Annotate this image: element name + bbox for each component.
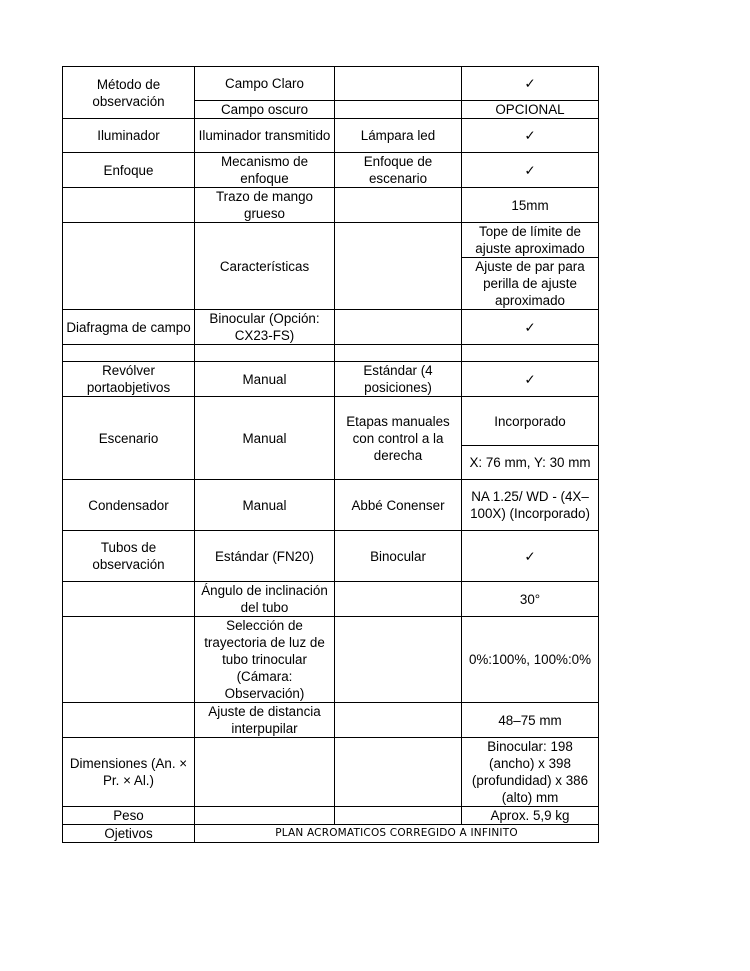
item-trazo: Trazo de mango grueso bbox=[195, 188, 335, 223]
label-revolver: Revólver portaobjetivos bbox=[63, 362, 195, 397]
label-dimensiones: Dimensiones (An. × Pr. × Al.) bbox=[63, 738, 195, 807]
value-empty bbox=[462, 345, 599, 362]
detail-revolver: Estándar (4 posiciones) bbox=[335, 362, 462, 397]
label-enfoque: Enfoque bbox=[63, 153, 195, 188]
label-diafragma: Diafragma de campo bbox=[63, 310, 195, 345]
item-campo-claro: Campo Claro bbox=[195, 67, 335, 101]
item-empty bbox=[195, 738, 335, 807]
label-empty bbox=[63, 617, 195, 703]
detail-condensador: Abbé Conenser bbox=[335, 480, 462, 531]
label-escenario: Escenario bbox=[63, 397, 195, 480]
label-empty bbox=[63, 582, 195, 617]
value-xy: X: 76 mm, Y: 30 mm bbox=[462, 446, 599, 480]
value-incorporado: Incorporado bbox=[462, 397, 599, 446]
item-diafragma: Binocular (Opción: CX23-FS) bbox=[195, 310, 335, 345]
value-check: ✓ bbox=[462, 119, 599, 153]
detail-empty bbox=[335, 310, 462, 345]
label-metodo: Método de observación bbox=[63, 67, 195, 119]
value-opcional: OPCIONAL bbox=[462, 101, 599, 119]
detail-empty bbox=[335, 582, 462, 617]
detail-escenario: Etapas manuales con control a la derecha bbox=[335, 397, 462, 480]
label-peso: Peso bbox=[63, 807, 195, 825]
item-empty bbox=[195, 807, 335, 825]
detail-empty bbox=[335, 703, 462, 738]
item-seleccion: Selección de trayectoria de luz de tubo trinocular (Cámara: Observación) bbox=[195, 617, 335, 703]
specifications-table bbox=[62, 66, 599, 843]
item-empty bbox=[195, 345, 335, 362]
value-tope: Tope de límite de ajuste aproximado bbox=[462, 223, 599, 258]
item-campo-oscuro: Campo oscuro bbox=[195, 101, 335, 119]
detail-tubos: Binocular bbox=[335, 531, 462, 582]
value-dimensiones: Binocular: 198 (ancho) x 398 (profundidad) x 386 (alto) mm bbox=[462, 738, 599, 807]
label-tubos: Tubos de observación bbox=[63, 531, 195, 582]
value-peso: Aprox. 5,9 kg bbox=[462, 807, 599, 825]
value-check: ✓ bbox=[462, 67, 599, 101]
detail-empty bbox=[335, 807, 462, 825]
value-objetivos: PLAN ACROMATICOS CORREGIDO A INFINITO bbox=[195, 825, 599, 843]
value-seleccion: 0%:100%, 100%:0% bbox=[462, 617, 599, 703]
value-check: ✓ bbox=[462, 362, 599, 397]
label-empty bbox=[63, 345, 195, 362]
value-angulo: 30° bbox=[462, 582, 599, 617]
item-angulo: Ángulo de inclinación del tubo bbox=[195, 582, 335, 617]
item-escenario: Manual bbox=[195, 397, 335, 480]
detail-enfoque: Enfoque de escenario bbox=[335, 153, 462, 188]
label-empty bbox=[63, 188, 195, 223]
label-iluminador: Iluminador bbox=[63, 119, 195, 153]
value-check: ✓ bbox=[462, 153, 599, 188]
item-condensador: Manual bbox=[195, 480, 335, 531]
item-enfoque: Mecanismo de enfoque bbox=[195, 153, 335, 188]
detail-empty bbox=[335, 738, 462, 807]
value-ajuste-par: Ajuste de par para perilla de ajuste aproximado bbox=[462, 258, 599, 310]
detail-empty bbox=[335, 188, 462, 223]
label-condensador: Condensador bbox=[63, 480, 195, 531]
item-tubos: Estándar (FN20) bbox=[195, 531, 335, 582]
label-empty bbox=[63, 703, 195, 738]
item-revolver: Manual bbox=[195, 362, 335, 397]
label-empty bbox=[63, 223, 195, 310]
value-check: ✓ bbox=[462, 310, 599, 345]
item-iluminador: Iluminador transmitido bbox=[195, 119, 335, 153]
detail-empty bbox=[335, 345, 462, 362]
detail-empty bbox=[335, 223, 462, 310]
value-ajuste: 48–75 mm bbox=[462, 703, 599, 738]
detail-empty bbox=[335, 67, 462, 101]
detail-empty bbox=[335, 101, 462, 119]
value-condensador: NA 1.25/ WD - (4X–100X) (Incorporado) bbox=[462, 480, 599, 531]
item-caracteristicas: Características bbox=[195, 223, 335, 310]
item-ajuste: Ajuste de distancia interpupilar bbox=[195, 703, 335, 738]
value-check: ✓ bbox=[462, 531, 599, 582]
label-objetivos: Ojetivos bbox=[63, 825, 195, 843]
detail-empty bbox=[335, 617, 462, 703]
detail-iluminador: Lámpara led bbox=[335, 119, 462, 153]
value-trazo: 15mm bbox=[462, 188, 599, 223]
